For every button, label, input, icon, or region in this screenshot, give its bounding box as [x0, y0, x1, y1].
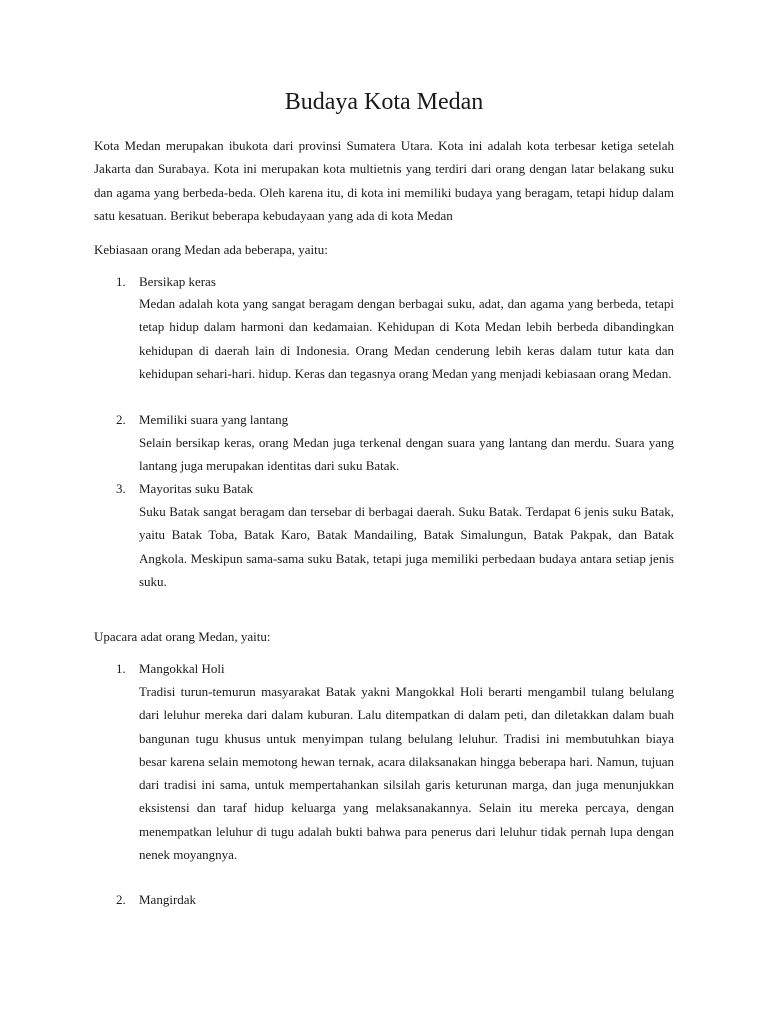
document-title: Budaya Kota Medan	[284, 89, 484, 115]
section-heading-habits: Kebiasaan orang Medan ada beberapa, yaitu:	[94, 242, 328, 257]
list-item-title: Mangirdak	[139, 892, 197, 907]
list-item-body: Tradisi turun-temurun masyarakat Batak yakni Mangokkal Holi berarti mengambil tulang belulang dari leluhur mereka dari dalam kuburan. Lalu ditempatkan di dalam peti, dan diletakkan dalam buah bangunan tugu khusus untuk menyimpan tulang belulang leluhur. Tradisi ini membutuhkan biaya besar karena selain memotong hewan ternak, acara dilaksanakan hingga beberapa hari. Namun, tujuan dari tradisi ini sama, untuk mempertahankan silsilah garis keturunan marga, dan juga menunjukkan eksistensi dan taraf hidup keluarga yang melaksanakannya. Selain itu mereka percaya, dengan menempatkan leluhur di tugu adalah bukti bahwa para penerus dari leluhur tidak pernah lupa dengan nenek moyangnya.	[139, 684, 674, 863]
list-item-number: 2.	[116, 892, 126, 907]
intro-paragraph: Kota Medan merupakan ibukota dari provinsi Sumatera Utara. Kota ini adalah kota terbesar ketiga setelah Jakarta dan Surabaya. Kota ini merupakan kota multietnis yang terdiri dari orang dengan latar belakang suku dan agama yang berbeda-beda. Oleh karena itu, di kota ini memiliki budaya yang beragam, tetapi hidup dalam satu kesatuan. Berikut beberapa kebudayaan yang ada di kota Medan	[94, 138, 674, 223]
list-item-title: Bersikap keras	[139, 274, 216, 289]
list-item-body: Selain bersikap keras, orang Medan juga terkenal dengan suara yang lantang dan merdu. Suara yang lantang juga merupakan identitas dari suku Batak.	[139, 435, 674, 474]
list-item-title: Memiliki suara yang lantang	[139, 412, 289, 427]
section-heading-ceremonies: Upacara adat orang Medan, yaitu:	[94, 629, 271, 644]
list-item-number: 3.	[116, 481, 126, 496]
list-item-title: Mayoritas suku Batak	[139, 481, 254, 496]
list-item-number: 2.	[116, 412, 126, 427]
list-item-number: 1.	[116, 274, 126, 289]
list-item-body: Medan adalah kota yang sangat beragam dengan berbagai suku, adat, dan agama yang berbeda, tetapi tetap hidup dalam harmoni dan kedamaian. Kehidupan di Kota Medan lebih berbeda dibandingkan kehidupan di daerah lain di Indonesia. Orang Medan cenderung lebih keras dalam tutur kata dan kehidupan sehari-hari. hidup. Keras dan tegasnya orang Medan yang menjadi kebiasaan orang Medan.	[139, 296, 674, 381]
list-item-body: Suku Batak sangat beragam dan tersebar di berbagai daerah. Suku Batak. Terdapat 6 jenis suku Batak, yaitu Batak Toba, Batak Karo, Batak Mandailing, Batak Simalungun, Batak Pakpak, dan Batak Angkola. Meskipun sama-sama suku Batak, tetapi juga memiliki perbedaan budaya antara setiap jenis suku.	[139, 504, 674, 589]
list-item-number: 1.	[116, 661, 126, 676]
list-item-title: Mangokkal Holi	[139, 661, 225, 676]
